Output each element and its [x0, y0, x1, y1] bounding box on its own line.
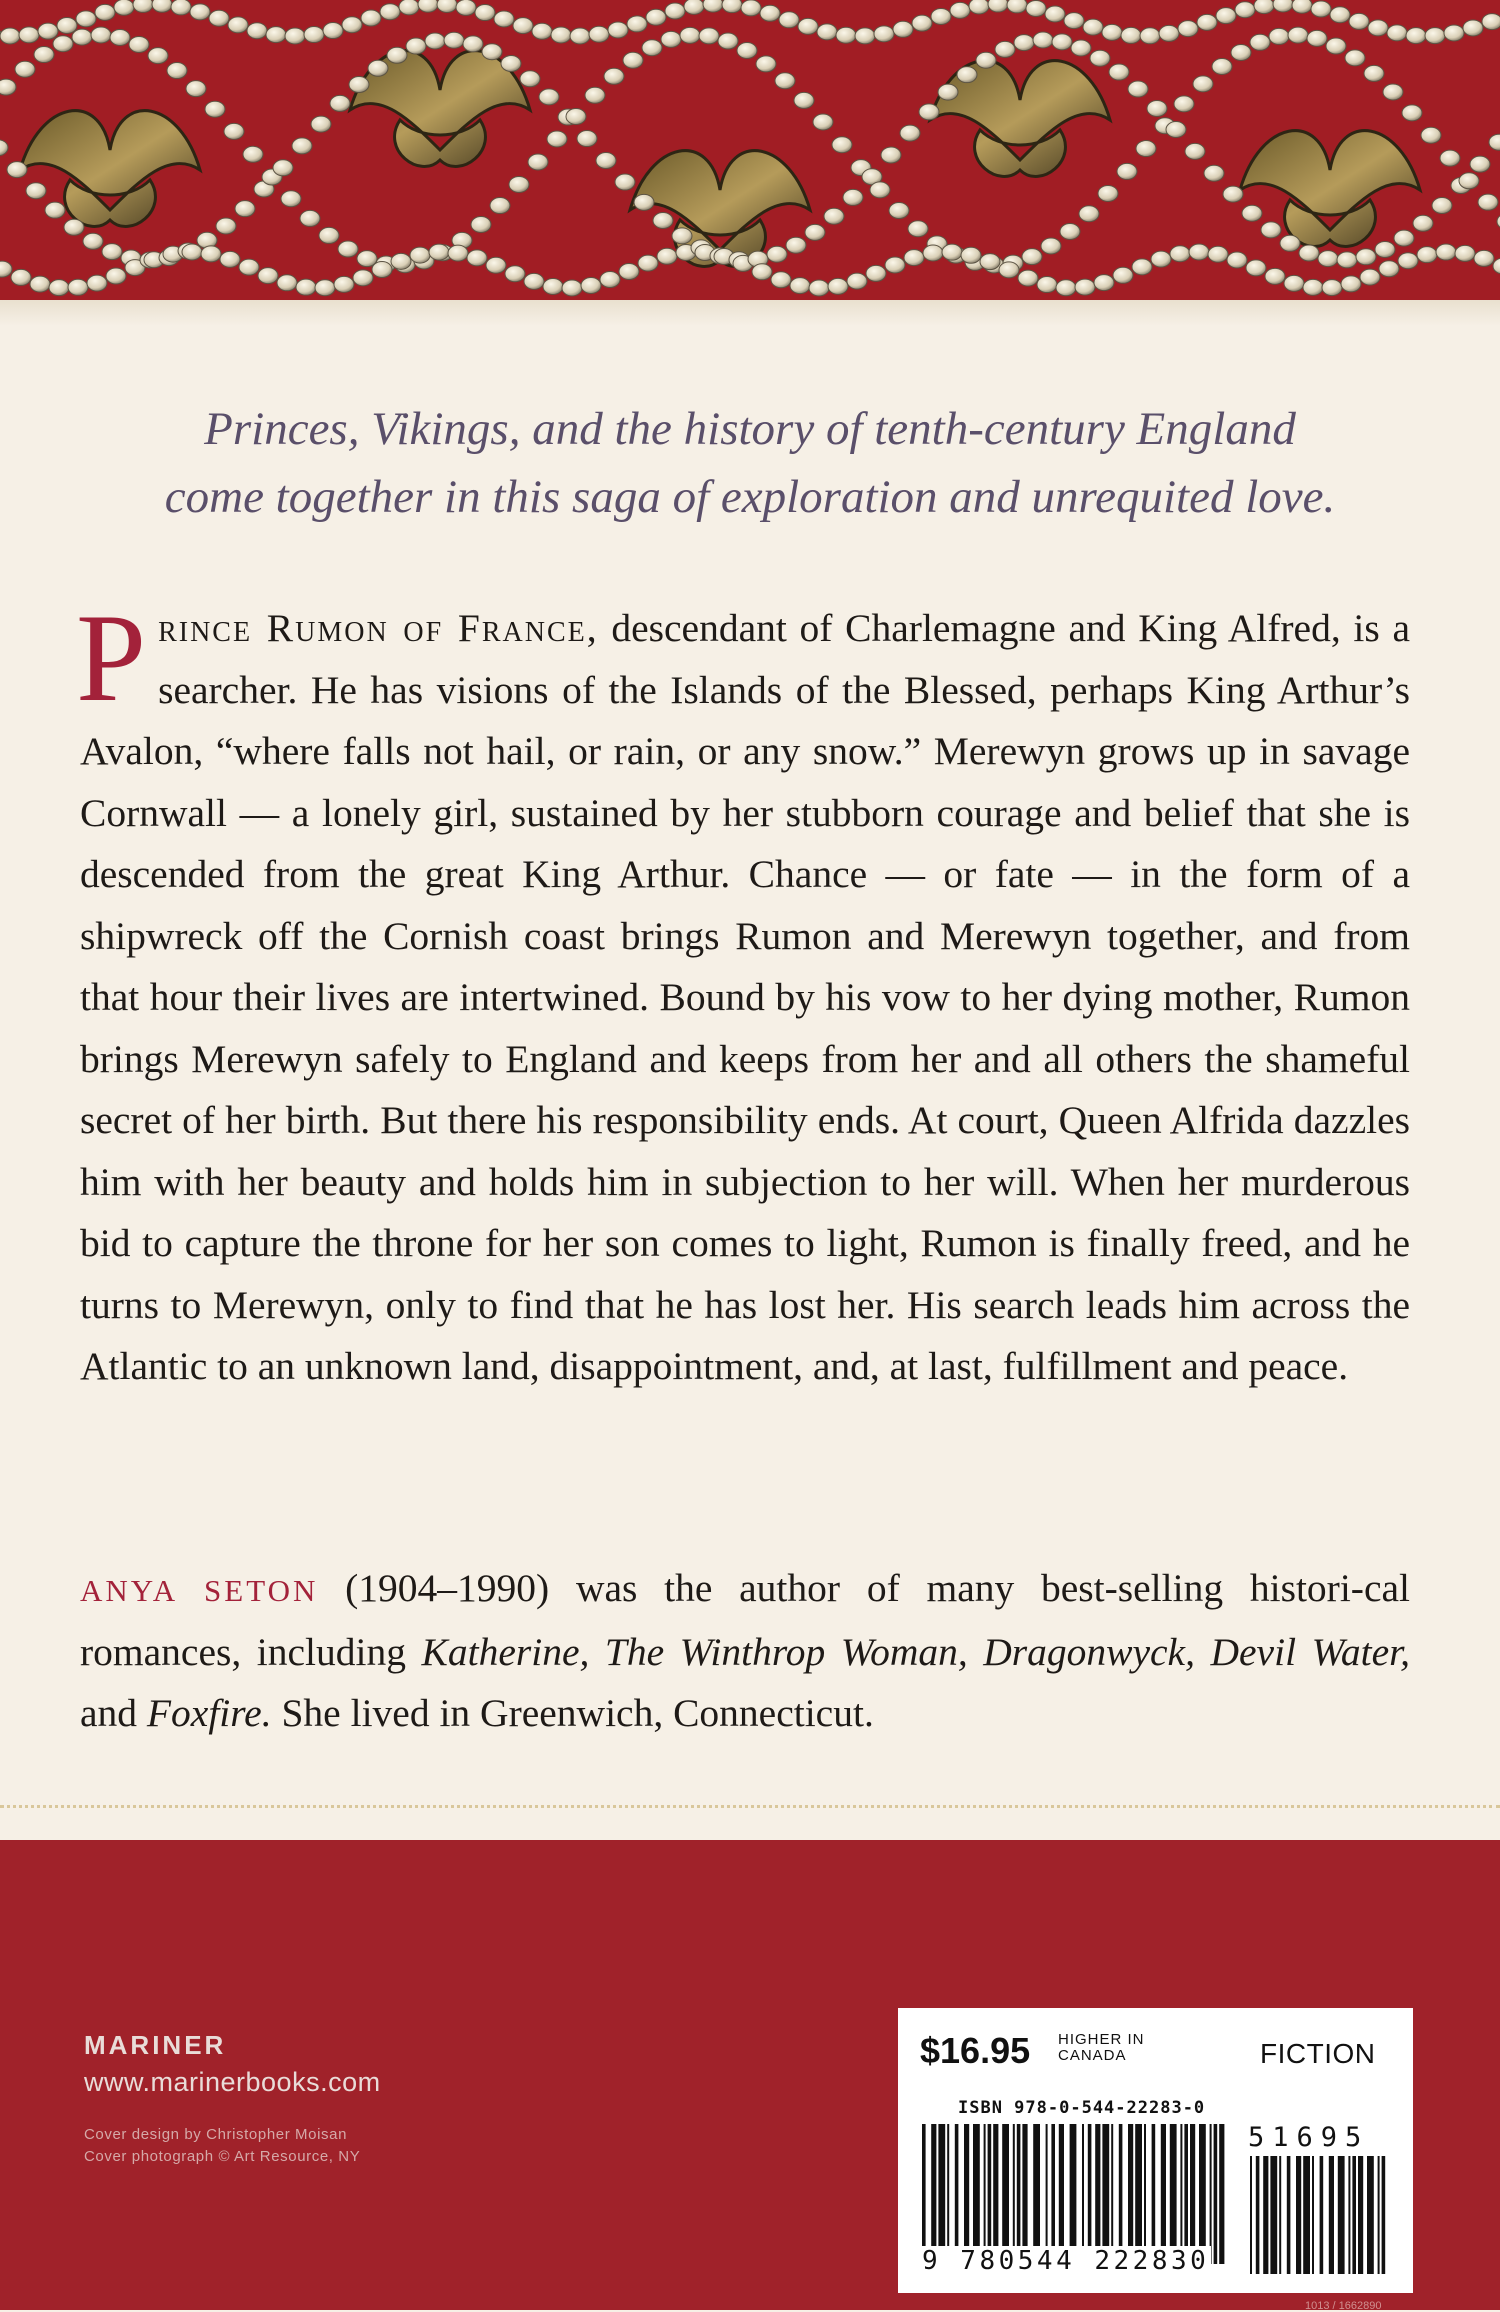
- description-body: descendant of Charlemagne and King Alfred, is a searcher. He has visions of the Islands of the Blessed, perhaps King Arthur’s Avalon, “where falls not hail, or rain, or any snow.” Merewyn grows up in savage Cornwall — a lonely girl, sustained by her stubborn courage and belief that she is descended from the great King Arthur. Chance — or fate — in the form of a shipwreck off the Cornish coast brings Rumon and Merewyn together, and from that hour their lives are intertwined. Bound by his vow to her dying mother, Rumon brings Merewyn safely to England and keeps from her and all others the shameful secret of her birth. But there his responsibility ends. At court, Queen Alfrida dazzles him with her beauty and holds him in subjection to her will. When her murderous bid to capture the throne for her son comes to light, Rumon is finally freed, and he turns to Merewyn, only to find that he has lost her. His search leads him across the Atlantic to an unknown land, disappointment, and, at last, fulfillment and peace.: [80, 606, 1410, 1388]
- ean-digits: 9 780544 222830: [922, 2246, 1210, 2276]
- publisher-url[interactable]: www.marinerbooks.com: [84, 2067, 381, 2097]
- book-description: [76, 589, 1410, 1398]
- bottom-band: [0, 1840, 1500, 2310]
- price: $16.95: [920, 2030, 1031, 2071]
- bio-text-after: She lived in Greenwich, Connecticut.: [271, 1691, 874, 1735]
- cover-embroidery-image: [0, 0, 1500, 300]
- tagline-line-1: Princes, Vikings, and the history of tenth-century England: [204, 403, 1296, 455]
- bio-titles: Katherine, The Winthrop Woman, Dragonwyck, Devil Water,: [421, 1629, 1410, 1674]
- tagline-line-2: come together in this saga of exploration and unrequited love.: [164, 471, 1336, 523]
- addon-digits: 51695: [1248, 2122, 1370, 2153]
- dotted-divider: [0, 1805, 1500, 1808]
- price-note-line-2: CANADA: [1058, 2047, 1127, 2064]
- tagline: [0, 395, 1500, 531]
- cover-credits: [84, 2124, 381, 2168]
- description-lead: rince Rumon of France,: [158, 606, 599, 650]
- price-note-line-1: HIGHER IN: [1058, 2031, 1145, 2048]
- bio-last-title: Foxfire.: [146, 1691, 272, 1735]
- bio-text-before: (1904–1990) was the author of many best-selling histori-cal romances, including: [80, 1566, 1410, 1674]
- credit-photo: Cover photograph © Art Resource, NY: [84, 2148, 361, 2165]
- price-note: [1058, 2032, 1145, 2064]
- author-bio: [80, 1558, 1410, 1745]
- ean-barcode: [920, 2124, 1230, 2264]
- publisher-block: [84, 2030, 381, 2168]
- print-code: 1013 / 1662890: [1305, 2300, 1382, 2312]
- publisher-name: MARINER: [84, 2030, 227, 2060]
- addon-barcode: [1248, 2156, 1388, 2274]
- band-edge: [0, 300, 1500, 326]
- author-name: ANYA SETON: [80, 1573, 319, 1608]
- isbn-text: ISBN 978-0-544-22283-0: [958, 2098, 1206, 2118]
- genre-label: FICTION: [1260, 2038, 1376, 2069]
- barcode-box: [898, 2008, 1413, 2293]
- bio-and: and: [80, 1691, 147, 1735]
- credit-design: Cover design by Christopher Moisan: [84, 2126, 348, 2143]
- drop-cap: P: [76, 589, 147, 728]
